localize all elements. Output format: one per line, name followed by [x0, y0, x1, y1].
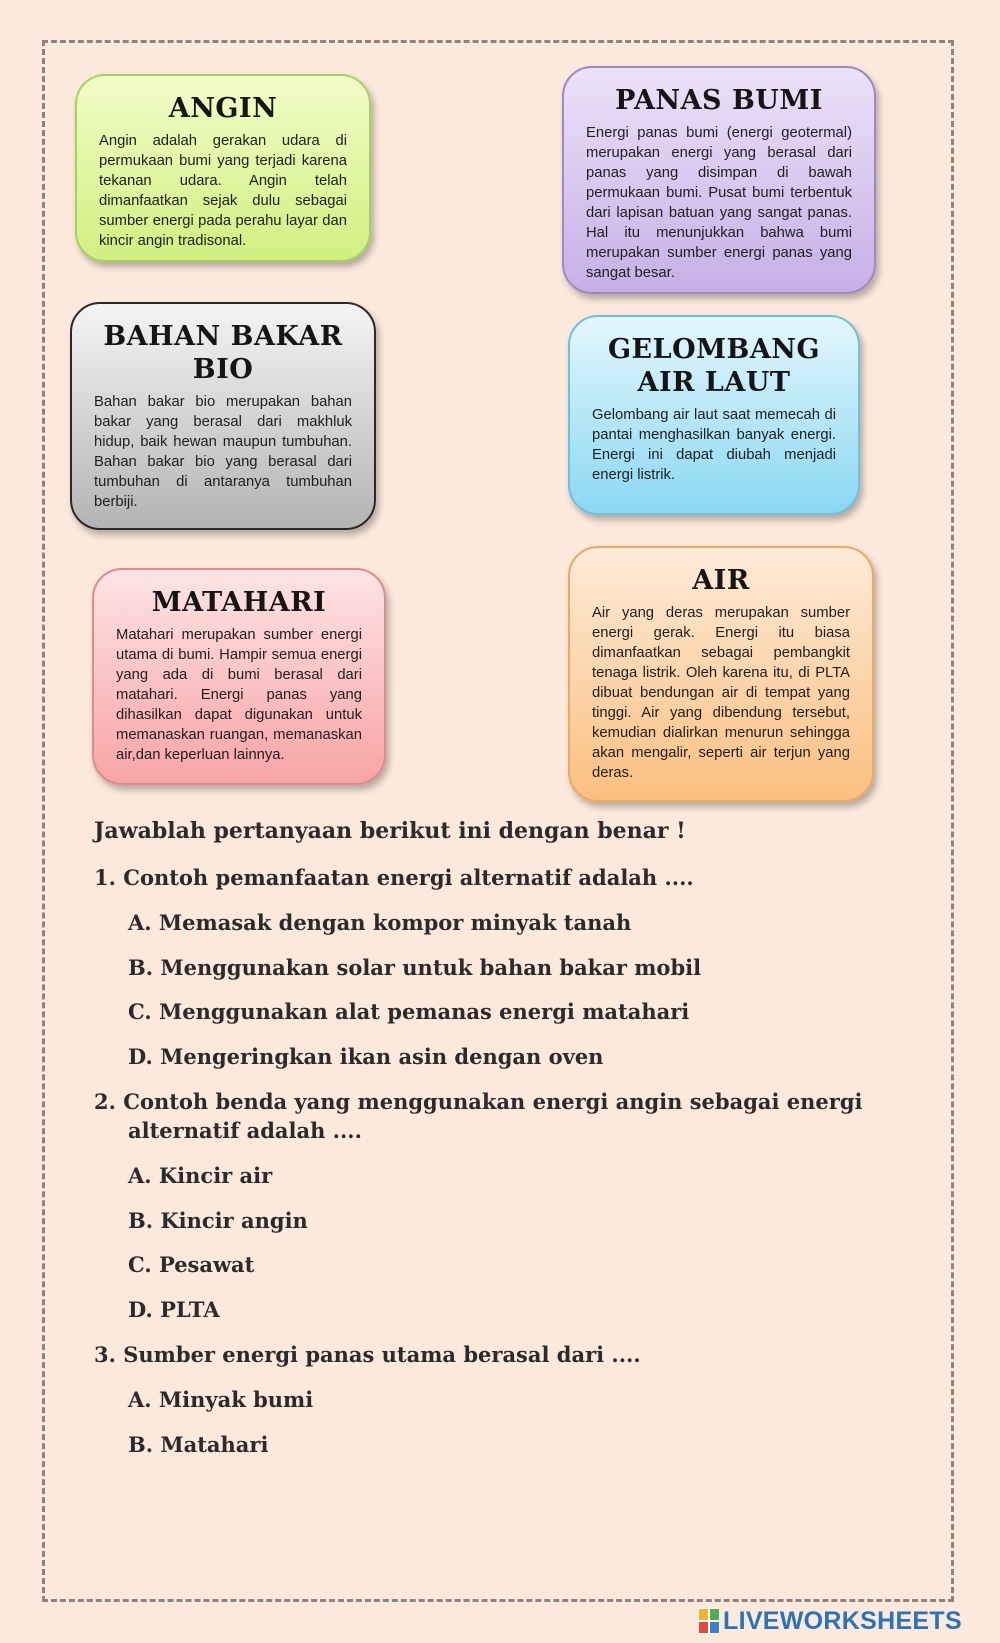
card-panas-bumi-text: Energi panas bumi (energi geotermal) merupakan energi yang berasal dari panas yang disimpan di bawah permukaan bumi. Pusat bumi terbentuk dari lapisan batuan yang sangat panas. Hal itu menunjukkan bahwa bumi merupakan sumber energi panas yang sangat besar.: [586, 125, 852, 281]
card-gelombang-title: GELOMBANG AIR LAUT: [607, 334, 821, 398]
q1-option-d[interactable]: D. Mengeringkan ikan asin dengan oven: [128, 1044, 604, 1069]
q1-option-b[interactable]: B. Menggunakan solar untuk bahan bakar mobil: [128, 955, 702, 980]
question-1: 1. Contoh pemanfaatan energi alternatif adalah ....: [94, 865, 694, 890]
card-matahari: [92, 568, 386, 785]
card-gelombang-text: Gelombang air laut saat memecah di pantai menghasilkan banyak energi. Energi ini dapat diubah menjadi energi listrik.: [592, 407, 836, 483]
q2-option-c[interactable]: C. Pesawat: [128, 1252, 255, 1277]
card-panas-bumi: [562, 66, 876, 294]
q3-option-b[interactable]: B. Matahari: [128, 1432, 269, 1457]
card-air-title: AIR: [692, 565, 750, 596]
liveworksheets-logo-icon: [698, 1608, 720, 1634]
q2-option-d[interactable]: D. PLTA: [128, 1297, 220, 1322]
card-angin-title: ANGIN: [168, 93, 278, 124]
card-matahari-title: MATAHARI: [151, 587, 327, 618]
card-bahan-bakar-bio-title: BAHAN BAKAR BIO: [103, 321, 343, 385]
liveworksheets-logo-text: LIVEWORKSHEETS: [723, 1606, 962, 1635]
q1-option-c[interactable]: C. Menggunakan alat pemanas energi matahari: [128, 999, 690, 1024]
card-panas-bumi-title: PANAS BUMI: [615, 85, 823, 116]
card-angin-text: Angin adalah gerakan udara di permukaan bumi yang terjadi karena tekanan udara. Angin telah dimanfaatkan sejak dulu sebagai sumber energi pada perahu layar dan kincir angin tradisonal.: [99, 133, 347, 249]
q2-option-b[interactable]: B. Kincir angin: [128, 1208, 308, 1233]
card-air-text: Air yang deras merupakan sumber energi gerak. Energi itu biasa dimanfaatkan sebagai pembangkit tenaga listrik. Oleh karena itu, di PLTA dibuat bendungan air di tempat yang tinggi. Air yang dibendung tersebut, kemudian dialirkan menurun sehingga akan mengalir, seperti air terjun yang deras.: [592, 605, 850, 781]
question-2-line1: 2. Contoh benda yang menggunakan energi angin sebagai energi: [94, 1089, 863, 1114]
q1-option-a[interactable]: A. Memasak dengan kompor minyak tanah: [128, 910, 632, 935]
quiz-instruction: Jawablah pertanyaan berikut ini dengan benar !: [94, 818, 686, 844]
question-2-line2: alternatif adalah ....: [128, 1118, 362, 1143]
card-angin: [75, 74, 371, 262]
card-bahan-bakar-bio: [70, 302, 376, 530]
card-air: [568, 546, 874, 802]
card-matahari-text: Matahari merupakan sumber energi utama di bumi. Hampir semua energi yang ada di bumi berasal dari matahari. Energi panas yang dihasilkan dapat digunakan untuk memanaskan ruangan, memanaskan air,dan keperluan lainnya.: [116, 627, 362, 763]
card-bahan-bakar-bio-text: Bahan bakar bio merupakan bahan bakar yang berasal dari makhluk hidup, baik hewan maupun tumbuhan. Bahan bakar bio yang berasal dari tumbuhan di antaranya tumbuhan berbiji.: [94, 394, 352, 510]
q3-option-a[interactable]: A. Minyak bumi: [128, 1387, 314, 1412]
liveworksheets-logo[interactable]: [698, 1606, 962, 1636]
q2-option-a[interactable]: A. Kincir air: [128, 1163, 273, 1188]
question-3: 3. Sumber energi panas utama berasal dari ....: [94, 1342, 641, 1367]
card-gelombang-air-laut: [568, 315, 860, 515]
